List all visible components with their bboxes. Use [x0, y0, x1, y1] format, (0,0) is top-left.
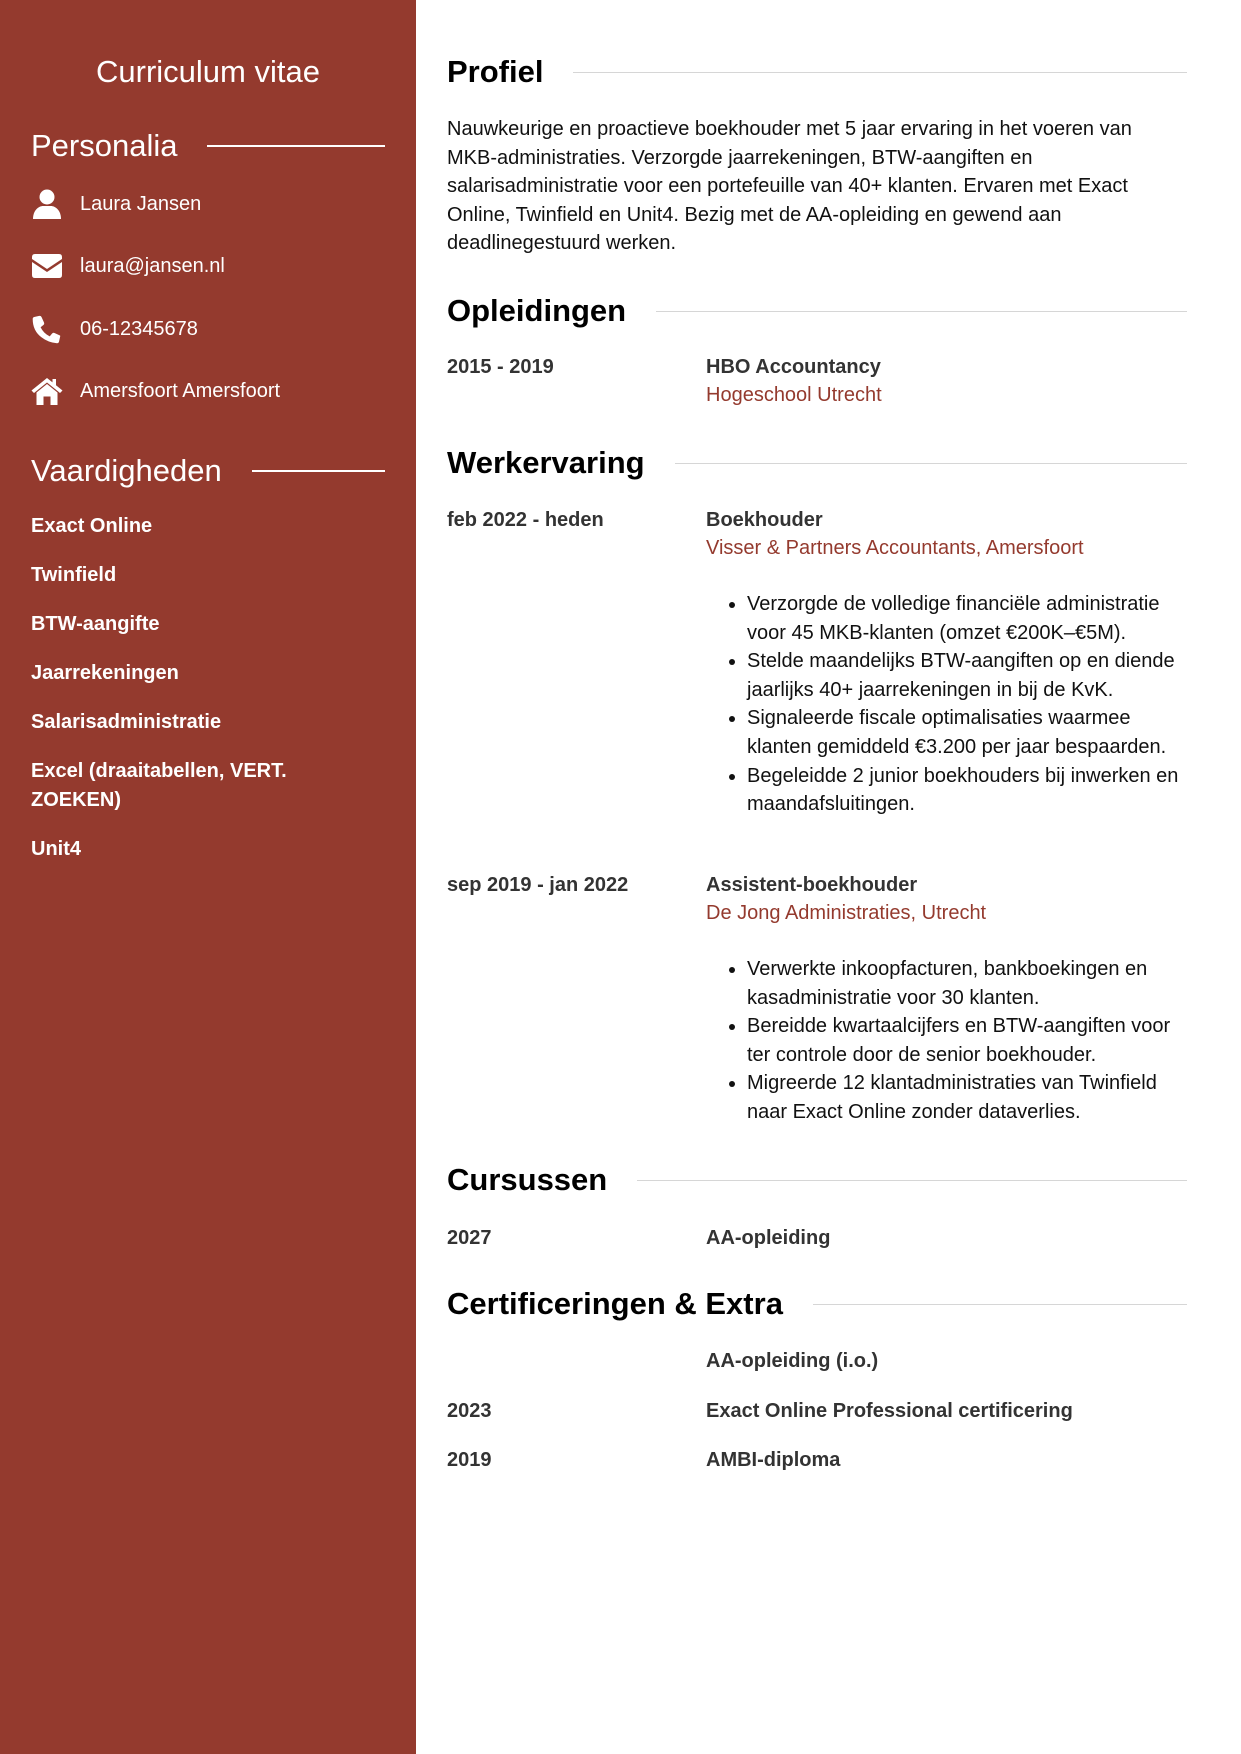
entry-title: Boekhouder: [706, 509, 823, 531]
home-icon: [31, 375, 63, 407]
skill-item: Exact Online: [31, 515, 153, 537]
courses-divider: [637, 1180, 1187, 1181]
entry-title: Exact Online Professional certificering: [706, 1400, 1073, 1422]
contact-phone-value[interactable]: 06-12345678: [80, 318, 198, 340]
envelope-icon: [31, 250, 63, 282]
profile-text: Nauwkeurige en proactieve boekhouder met 5 jaar ervaring in het voeren van MKB-administraties. Verzorgde jaarrekeningen, BTW-aangiften en salarisadministratie voor een portefeuille van 40+ klanten. Ervaren met Exact Online, Twinfield en Unit4. Bezig met de AA-opleiding en gewend aan deadlinegestuurd werken.: [447, 118, 1132, 255]
entry-body: [706, 353, 1187, 409]
skills-heading-text: Vaardigheden: [31, 453, 222, 488]
sidebar: [0, 0, 416, 1754]
skill-item: BTW-aangifte: [31, 613, 160, 635]
entry-date: sep 2019 - jan 2022: [447, 874, 629, 896]
entry-bullets: [706, 590, 1187, 819]
entry-organization: Visser & Partners Accountants, Amersfoort: [706, 537, 1084, 559]
certifications-heading-text: Certificeringen & Extra: [447, 1286, 783, 1321]
entry-body: [706, 871, 1187, 1127]
skills-list: [31, 512, 371, 884]
bullet-item: • Signaleerde fiscale optimalisaties waarmee klanten gemiddeld €3.200 per jaar bespaarden.: [747, 704, 1187, 761]
profile-heading: [447, 52, 1187, 92]
entry-organization: De Jong Administraties, Utrecht: [706, 902, 987, 924]
skill-item: Twinfield: [31, 564, 117, 586]
bullet-item: • Stelde maandelijks BTW-aangiften op en diende jaarlijks 40+ jaarrekeningen in bij de KvK.: [747, 647, 1187, 704]
courses-heading: [447, 1160, 1187, 1200]
entry-title: AA-opleiding: [706, 1227, 831, 1249]
skills-divider: [252, 470, 385, 472]
certifications-heading: [447, 1284, 1187, 1324]
certifications-divider: [813, 1304, 1187, 1305]
skill-item: Unit4: [31, 838, 81, 860]
skill-item: Salarisadministratie: [31, 711, 222, 733]
entry-title: Assistent-boekhouder: [706, 874, 918, 896]
experience-heading-text: Werkervaring: [447, 445, 645, 480]
bullet-item: • Begeleidde 2 junior boekhouders bij inwerken en maandafsluitingen.: [747, 762, 1187, 819]
entry-date: 2019: [447, 1449, 492, 1471]
entry-body: [706, 1397, 1187, 1425]
entry-title: HBO Accountancy: [706, 356, 881, 378]
bullet-item: • Bereidde kwartaalcijfers en BTW-aangiften voor ter controle door de senior boekhouder.: [747, 1012, 1187, 1069]
contact-address-value: Amersfoort Amersfoort: [80, 380, 281, 402]
personalia-heading-text: Personalia: [31, 128, 178, 163]
entry-bullets: [706, 955, 1187, 1127]
contact-name: [31, 187, 201, 221]
contact-name-value: Laura Jansen: [80, 193, 202, 215]
education-heading-text: Opleidingen: [447, 293, 627, 328]
courses-heading-text: Cursussen: [447, 1162, 608, 1197]
phone-icon: [31, 313, 63, 345]
main-content: [447, 0, 1187, 1754]
entry-date: feb 2022 - heden: [447, 509, 604, 531]
education-divider: [656, 311, 1187, 312]
entry-body: [706, 506, 1187, 819]
user-icon: [31, 188, 63, 220]
contact-email[interactable]: [31, 249, 225, 283]
skills-heading: [31, 451, 385, 491]
experience-divider: [675, 463, 1187, 464]
bullet-item: • Verwerkte inkoopfacturen, bankboekingen en kasadministratie voor 30 klanten.: [747, 955, 1187, 1012]
entry-body: [706, 1446, 1187, 1474]
entry-title: AA-opleiding (i.o.): [706, 1350, 879, 1372]
experience-heading: [447, 443, 1187, 483]
contact-phone[interactable]: [31, 312, 198, 346]
cv-title: Curriculum vitae: [96, 54, 320, 89]
profile-divider: [573, 72, 1187, 73]
skill-item: Jaarrekeningen: [31, 662, 179, 684]
personalia-heading: [31, 126, 385, 166]
entry-body: [706, 1347, 1187, 1375]
entry-body: [706, 1224, 1187, 1252]
contact-address: [31, 374, 280, 408]
entry-organization: Hogeschool Utrecht: [706, 384, 882, 406]
entry-date: 2027: [447, 1227, 492, 1249]
bullet-item: • Migreerde 12 klantadministraties van Twinfield naar Exact Online zonder dataverlies.: [747, 1069, 1187, 1126]
contact-email-value[interactable]: laura@jansen.nl: [80, 255, 225, 277]
personalia-divider: [207, 145, 385, 147]
skill-item: Excel (draaitabellen, VERT. ZOEKEN): [31, 760, 287, 811]
entry-date: 2023: [447, 1400, 492, 1422]
profile-heading-text: Profiel: [447, 54, 544, 89]
entry-date: 2015 - 2019: [447, 356, 554, 378]
bullet-item: • Verzorgde de volledige financiële administratie voor 45 MKB-klanten (omzet €200K–€5M).: [747, 590, 1187, 647]
education-heading: [447, 291, 1187, 331]
entry-title: AMBI-diploma: [706, 1449, 841, 1471]
